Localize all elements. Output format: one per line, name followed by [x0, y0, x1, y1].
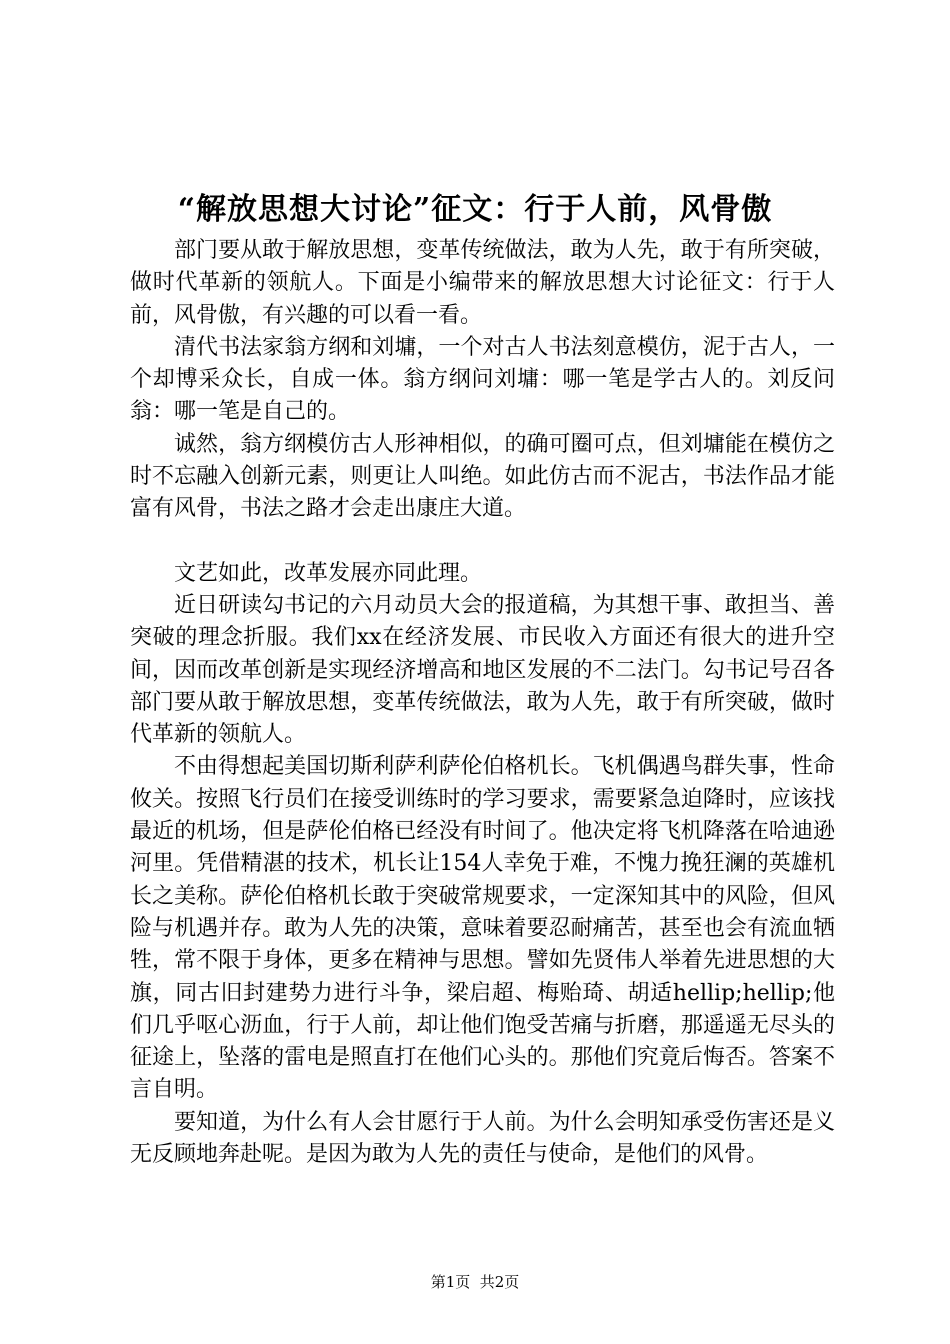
page-footer: 第1页 共2页 — [430, 1273, 520, 1291]
document-body — [130, 235, 835, 1171]
paragraph-conclusion: 要知道，为什么有人会甘愿行于人前。为什么会明知承受伤害还是义无反顾地奔赴呢。是因为敢为人先的责任与使命，是他们的风骨。 — [130, 1109, 835, 1168]
paragraph-secretary: 近日研读勾书记的六月动员大会的报道稿，为其想干事、敢担当、善突破的理念折服。我们xx在经济发展、市民收入方面还有很大的进升空间，因而改革创新是实现经济增高和地区发展的不二法门。勾书记号召各部门要从敢于解放思想，变革传统做法，敢为人先，敢于有所突破，做时代革新的领航人。 — [130, 592, 835, 748]
paragraph-imitation: 诚然，翁方纲模仿古人形神相似，的确可圈可点，但刘墉能在模仿之时不忘融入创新元素，则更让人叫绝。如此仿古而不泥古，书法作品才能富有风骨，书法之路才会走出康庄大道。 — [130, 431, 835, 522]
paragraph-captain: 不由得想起美国切斯利萨利萨伦伯格机长。飞机偶遇鸟群失事，性命攸关。按照飞行员们在接受训练时的学习要求，需要紧急迫降时，应该找最近的机场，但是萨伦伯格已经没有时间了。他决定将飞机降落在哈迪逊河里。凭借精湛的技术，机长让154人幸免于难，不愧力挽狂澜的英雄机长之美称。萨伦伯格机长敢于突破常规要求，一定深知其中的风险，但风险与机遇并存。敢为人先的决策，意味着要忍耐痛苦，甚至也会有流血牺牲，常不限于身体，更多在精神与思想。譬如先贤伟人举着先进思想的大旗，同古旧封建势力进行斗争，梁启超、梅贻琦、胡适hellip;hellip;他们几乎呕心沥血，行于人前，却让他们饱受苦痛与折磨，那遥遥无尽头的征途上，坠落的雷电是照直打在他们心头的。那他们究竟后悔否。答案不言自明。 — [130, 754, 835, 1103]
document-title: “解放思想大讨论”征文：行于人前，风骨傲 — [177, 192, 773, 227]
paragraph-calligraphers: 清代书法家翁方纲和刘墉，一个对古人书法刻意模仿，泥于古人，一个却博采众长，自成一体。翁方纲问刘墉：哪一笔是学古人的。刘反问翁：哪一笔是自己的。 — [130, 334, 835, 425]
paragraph-intro: 部门要从敢于解放思想，变革传统做法，敢为人先，敢于有所突破，做时代革新的领航人。下面是小编带来的解放思想大讨论征文：行于人前，风骨傲，有兴趣的可以看一看。 — [130, 238, 835, 328]
paragraph-reform: 文艺如此，改革发展亦同此理。 — [174, 560, 483, 586]
